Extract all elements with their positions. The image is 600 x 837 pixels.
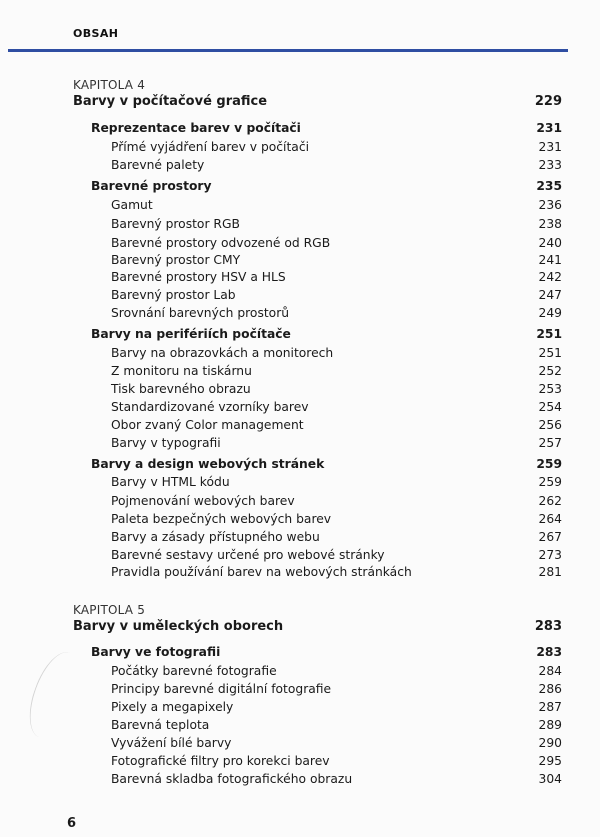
toc-entry	[0, 251, 600, 269]
toc-entry-page: 284	[538, 664, 562, 678]
toc-entry-page: 238	[538, 217, 562, 231]
toc-entry-title: Barvy na obrazovkách a monitorech	[111, 346, 334, 360]
toc-entry-page: 242	[538, 270, 562, 284]
toc-entry-title: Gamut	[111, 198, 153, 212]
section-row-page: 231	[536, 121, 562, 135]
toc-entry	[0, 344, 600, 362]
chapter-title-row-page: 283	[534, 619, 562, 634]
toc-entry-page: 251	[538, 346, 562, 360]
toc-entry-page: 231	[538, 140, 562, 154]
toc-entry	[0, 716, 600, 734]
section-row	[0, 455, 600, 473]
section-row-title: Barvy ve fotografii	[91, 645, 221, 659]
toc-entry-title: Srovnání barevných prostorů	[111, 306, 290, 320]
toc-entry-title: Barevné prostory odvozené od RGB	[111, 236, 331, 250]
toc-entry-title: Barevné palety	[111, 158, 205, 172]
toc-entry-title: Tisk barevného obrazu	[111, 382, 251, 396]
section-row-page: 235	[536, 179, 562, 193]
toc-entry-page: 254	[538, 400, 562, 414]
toc-entry-title: Barvy v typografii	[111, 436, 221, 450]
section-row	[0, 119, 600, 137]
toc-entry-title: Barvy a zásady přístupného webu	[111, 530, 320, 544]
toc-entry	[0, 215, 600, 233]
toc-entry-title: Barevné sestavy určené pro webové stránky	[111, 548, 385, 562]
toc-entry-title: Pojmenování webových barev	[111, 494, 295, 508]
toc-entry	[0, 734, 600, 752]
toc-entry	[0, 680, 600, 698]
section-row-title: Reprezentace barev v počítači	[91, 121, 301, 135]
section-row	[0, 325, 600, 343]
toc-entry-page: 281	[538, 565, 562, 579]
toc-entry	[0, 304, 600, 322]
toc-entry-page: 290	[538, 736, 562, 750]
toc-entry-title: Principy barevné digitální fotografie	[111, 682, 332, 696]
page-header-label: OBSAH	[73, 27, 119, 40]
chapter-title-row	[0, 93, 600, 111]
toc-entry-page: 249	[538, 306, 562, 320]
toc-entry-title: Pravidla používání barev na webových stránkách	[111, 565, 412, 579]
toc-entry-page: 273	[538, 548, 562, 562]
toc-entry	[0, 563, 600, 581]
toc-entry	[0, 286, 600, 304]
toc-entry-title: Počátky barevné fotografie	[111, 664, 277, 678]
toc-entry-page: 253	[538, 382, 562, 396]
toc-entry	[0, 473, 600, 491]
chapter-label	[0, 601, 600, 619]
toc-entry-title: Obor zvaný Color management	[111, 418, 304, 432]
section-row	[0, 177, 600, 195]
toc-entry	[0, 234, 600, 252]
header-rule	[8, 49, 568, 52]
toc-entry-page: 259	[538, 475, 562, 489]
toc-entry	[0, 510, 600, 528]
toc-entry	[0, 546, 600, 564]
section-row-page: 259	[536, 457, 562, 471]
toc-entry-title: Z monitoru na tiskárnu	[111, 364, 252, 378]
toc-entry-title: Barvy v HTML kódu	[111, 475, 230, 489]
section-row-page: 251	[536, 327, 562, 341]
toc-entry-page: 262	[538, 494, 562, 508]
toc-entry	[0, 156, 600, 174]
chapter-label-title: KAPITOLA 5	[73, 603, 146, 617]
section-row-page: 283	[536, 645, 562, 659]
toc-entry	[0, 196, 600, 214]
page-number: 6	[67, 816, 77, 831]
toc-entry	[0, 380, 600, 398]
toc-entry-page: 304	[538, 772, 562, 786]
toc-entry-page: 267	[538, 530, 562, 544]
toc-entry-page: 264	[538, 512, 562, 526]
toc-entry	[0, 268, 600, 286]
chapter-title-row	[0, 618, 600, 636]
toc-entry	[0, 770, 600, 788]
toc-entry-page: 256	[538, 418, 562, 432]
toc-entry-page: 289	[538, 718, 562, 732]
toc-entry-title: Standardizované vzorníky barev	[111, 400, 309, 414]
toc-entry-title: Přímé vyjádření barev v počítači	[111, 140, 310, 154]
chapter-title-row-title: Barvy v počítačové grafice	[73, 94, 268, 109]
toc-entry-page: 240	[538, 236, 562, 250]
toc-entry	[0, 416, 600, 434]
toc-entry-page: 286	[538, 682, 562, 696]
toc-entry-title: Barevný prostor CMY	[111, 253, 241, 267]
section-row-title: Barevné prostory	[91, 179, 212, 193]
chapter-label	[0, 76, 600, 94]
toc-entry-page: 252	[538, 364, 562, 378]
toc-entry-title: Fotografické filtry pro korekci barev	[111, 754, 330, 768]
toc-entry-page: 233	[538, 158, 562, 172]
toc-entry	[0, 492, 600, 510]
chapter-title-row-page: 229	[534, 94, 562, 109]
toc-entry	[0, 698, 600, 716]
toc-entry-page: 257	[538, 436, 562, 450]
toc-entry	[0, 528, 600, 546]
toc-entry	[0, 662, 600, 680]
toc-entry-title: Barevný prostor RGB	[111, 217, 240, 231]
toc-entry-page: 287	[538, 700, 562, 714]
chapter-label-title: KAPITOLA 4	[73, 78, 146, 92]
toc-entry	[0, 434, 600, 452]
toc-entry-page: 236	[538, 198, 562, 212]
section-row-title: Barvy na perifériích počítače	[91, 327, 291, 341]
section-row	[0, 643, 600, 661]
toc-entry-title: Vyvážení bílé barvy	[111, 736, 232, 750]
toc-entry	[0, 398, 600, 416]
section-row-title: Barvy a design webových stránek	[91, 457, 325, 471]
toc-entry	[0, 362, 600, 380]
toc-entry	[0, 138, 600, 156]
toc-entry-title: Barevná skladba fotografického obrazu	[111, 772, 353, 786]
toc-entry	[0, 752, 600, 770]
toc-entry-page: 295	[538, 754, 562, 768]
chapter-title-row-title: Barvy v uměleckých oborech	[73, 619, 284, 634]
toc-entry-title: Barevný prostor Lab	[111, 288, 236, 302]
toc-entry-title: Pixely a megapixely	[111, 700, 234, 714]
toc-entry-title: Barevná teplota	[111, 718, 210, 732]
toc-entry-page: 241	[538, 253, 562, 267]
toc-entry-title: Barevné prostory HSV a HLS	[111, 270, 286, 284]
toc-entry-title: Paleta bezpečných webových barev	[111, 512, 332, 526]
toc-entry-page: 247	[538, 288, 562, 302]
